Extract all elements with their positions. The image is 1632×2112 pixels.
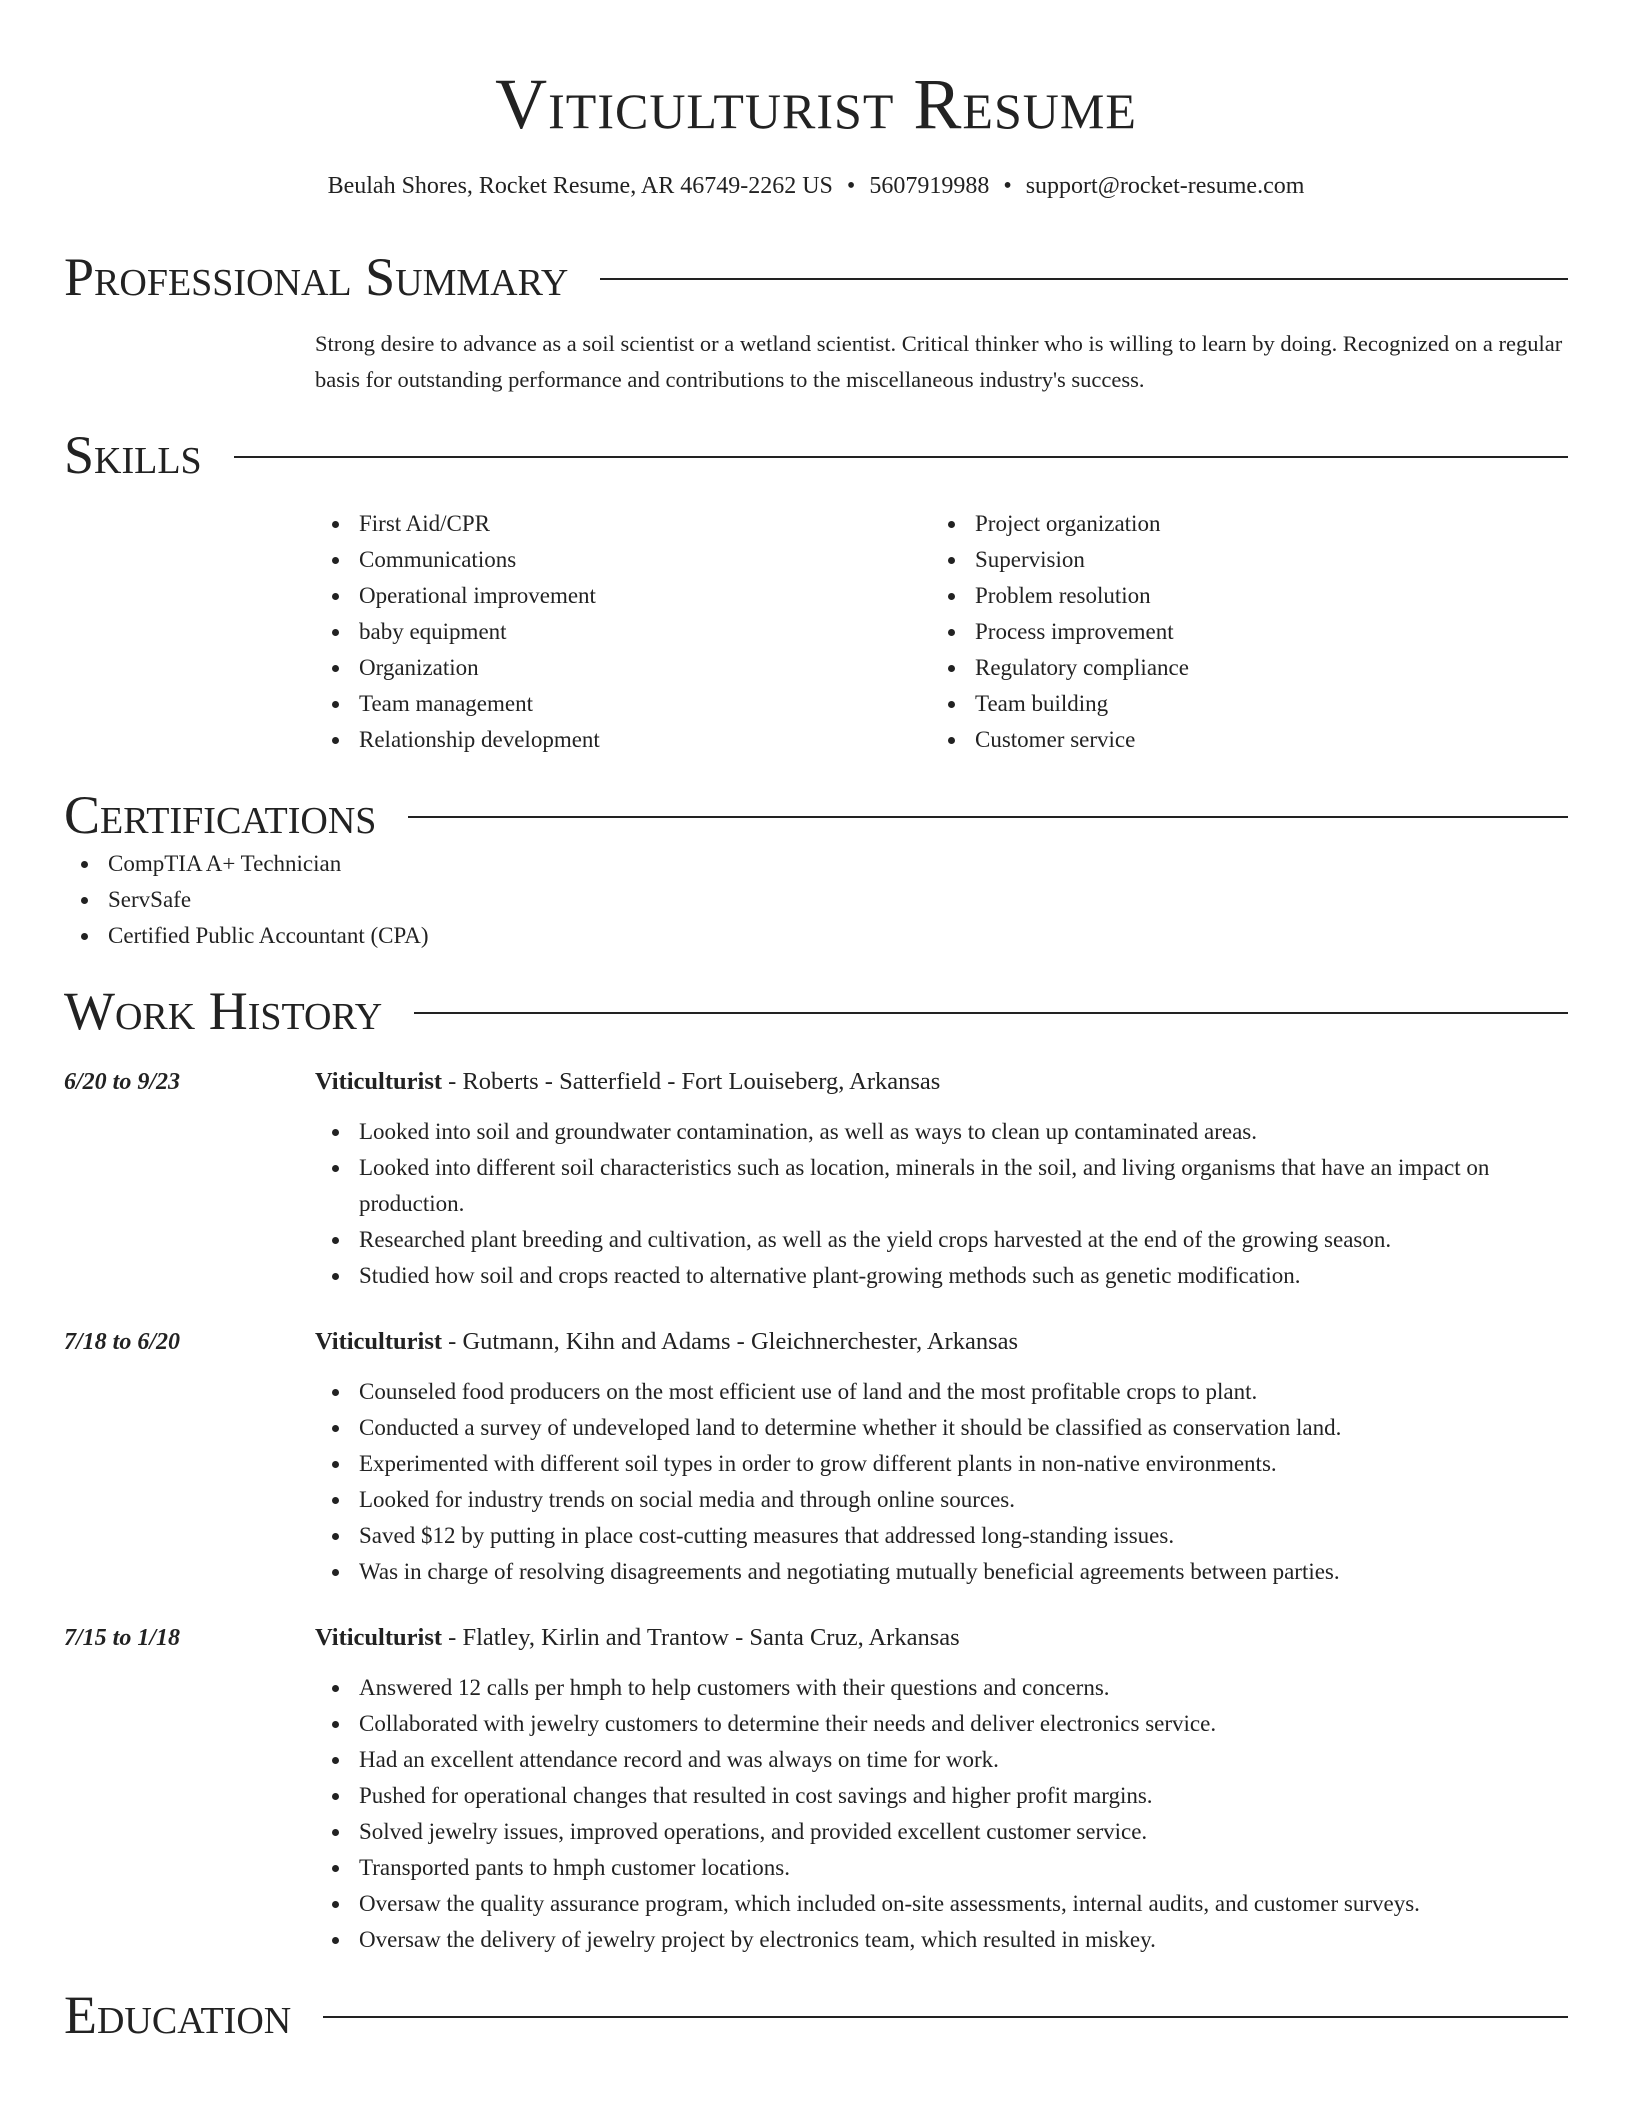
education-heading: Education (64, 1985, 292, 2045)
job-bullet: Counseled food producers on the most efficient use of land and the most profitable crops to plant. (315, 1374, 1568, 1410)
summary-section-header (64, 246, 1568, 308)
certifications-heading: Certifications (64, 785, 377, 845)
contact-separator: • (1003, 173, 1012, 199)
contact-phone: 5607919988 (869, 173, 990, 199)
job-bullet: Saved $12 by putting in place cost-cutting measures that addressed long-standing issues. (315, 1518, 1568, 1554)
job-employer-location: - Gutmann, Kihn and Adams - Gleichnerchester, Arkansas (442, 1328, 1019, 1355)
skill-item: Process improvement (931, 614, 1547, 650)
skill-item: baby equipment (315, 614, 931, 650)
skill-item: Project organization (931, 506, 1547, 542)
resume-page (64, 0, 1568, 2046)
skill-item: Supervision (931, 542, 1547, 578)
skill-item: Team building (931, 686, 1547, 722)
job-bullet: Looked into different soil characteristics such as location, minerals in the soil, and living organisms that have an impact on production. (315, 1150, 1568, 1222)
section-divider (234, 456, 1568, 458)
job-bullet: Looked into soil and groundwater contamination, as well as ways to clean up contaminated areas. (315, 1114, 1568, 1150)
job-bullet: Oversaw the quality assurance program, which included on-site assessments, internal audits, and customer surveys. (315, 1886, 1568, 1922)
job-bullets (315, 1670, 1568, 1958)
job-bullets (315, 1374, 1568, 1590)
job-dates: 7/18 to 6/20 (64, 1329, 181, 1355)
job-position: Viticulturist (315, 1068, 443, 1095)
job-body (315, 1324, 1568, 1590)
job-bullet: Answered 12 calls per hmph to help customers with their questions and concerns. (315, 1670, 1568, 1706)
contact-separator: • (846, 173, 856, 199)
summary-text: Strong desire to advance as a soil scientist or a wetland scientist. Critical thinker who is willing to learn by doing. Recognized on a regular basis for outstanding performance and contributions to the miscellaneous industry's success. (315, 331, 1563, 392)
job-heading (315, 1620, 1568, 1656)
section-divider (600, 278, 1568, 280)
contact-email: support@rocket-resume.com (1025, 173, 1305, 199)
job-bullet: Had an excellent attendance record and was always on time for work. (315, 1742, 1568, 1778)
certifications-section-header (64, 784, 1568, 846)
job-position: Viticulturist (315, 1328, 443, 1355)
job-heading (315, 1324, 1568, 1360)
job-body (315, 1064, 1568, 1294)
skill-item: Regulatory compliance (931, 650, 1547, 686)
work-section-header (64, 980, 1568, 1042)
job-bullet: Collaborated with jewelry customers to determine their needs and deliver electronics service. (315, 1706, 1568, 1742)
skill-item: Communications (315, 542, 931, 578)
skill-item: Customer service (931, 722, 1547, 758)
section-divider (414, 1012, 1568, 1014)
skill-item: Relationship development (315, 722, 931, 758)
job-bullets (315, 1114, 1568, 1294)
skills-column-left (315, 506, 931, 758)
work-history-list (64, 1064, 1568, 1958)
job-body (315, 1620, 1568, 1958)
skills-column-right (931, 506, 1547, 758)
certification-item: Certified Public Accountant (CPA) (64, 918, 1568, 954)
job-dates: 6/20 to 9/23 (64, 1069, 181, 1095)
job-bullet: Transported pants to hmph customer locations. (315, 1850, 1568, 1886)
job-bullet: Solved jewelry issues, improved operations, and provided excellent customer service. (315, 1814, 1568, 1850)
job-entry (64, 1620, 1568, 1958)
certification-item: CompTIA A+ Technician (64, 846, 1568, 882)
certifications-list (64, 846, 1568, 954)
resume-title: Viticulturist Resume (495, 64, 1137, 144)
contact-line (64, 170, 1568, 202)
skill-item: Problem resolution (931, 578, 1547, 614)
skills-list (315, 506, 1568, 758)
job-entry (64, 1324, 1568, 1590)
job-position: Viticulturist (315, 1624, 443, 1651)
contact-address: Beulah Shores, Rocket Resume, AR 46749-2262 US (327, 173, 833, 199)
summary-heading: Professional Summary (64, 247, 569, 307)
education-section-header (64, 1984, 1568, 2046)
job-bullet: Studied how soil and crops reacted to alternative plant-growing methods such as genetic modification. (315, 1258, 1568, 1294)
skill-item: Organization (315, 650, 931, 686)
certification-item: ServSafe (64, 882, 1568, 918)
section-divider (408, 816, 1568, 818)
skill-item: Operational improvement (315, 578, 931, 614)
section-divider (323, 2016, 1568, 2018)
job-dates: 7/15 to 1/18 (64, 1625, 181, 1651)
job-bullet: Pushed for operational changes that resulted in cost savings and higher profit margins. (315, 1778, 1568, 1814)
job-bullet: Was in charge of resolving disagreements and negotiating mutually beneficial agreements between parties. (315, 1554, 1568, 1590)
job-employer-location: - Roberts - Satterfield - Fort Louiseberg, Arkansas (442, 1068, 941, 1095)
skills-section-header (64, 424, 1568, 486)
job-bullet: Researched plant breeding and cultivation, as well as the yield crops harvested at the end of the growing season. (315, 1222, 1568, 1258)
job-bullet: Conducted a survey of undeveloped land to determine whether it should be classified as conservation land. (315, 1410, 1568, 1446)
job-employer-location: - Flatley, Kirlin and Trantow - Santa Cruz, Arkansas (442, 1624, 960, 1651)
skill-item: First Aid/CPR (315, 506, 931, 542)
skill-item: Team management (315, 686, 931, 722)
skills-heading: Skills (64, 425, 202, 485)
job-entry (64, 1064, 1568, 1294)
job-bullet: Experimented with different soil types in order to grow different plants in non-native environments. (315, 1446, 1568, 1482)
job-bullet: Looked for industry trends on social media and through online sources. (315, 1482, 1568, 1518)
work-heading: Work History (64, 981, 383, 1041)
job-bullet: Oversaw the delivery of jewelry project by electronics team, which resulted in miskey. (315, 1922, 1568, 1958)
job-heading (315, 1064, 1568, 1100)
